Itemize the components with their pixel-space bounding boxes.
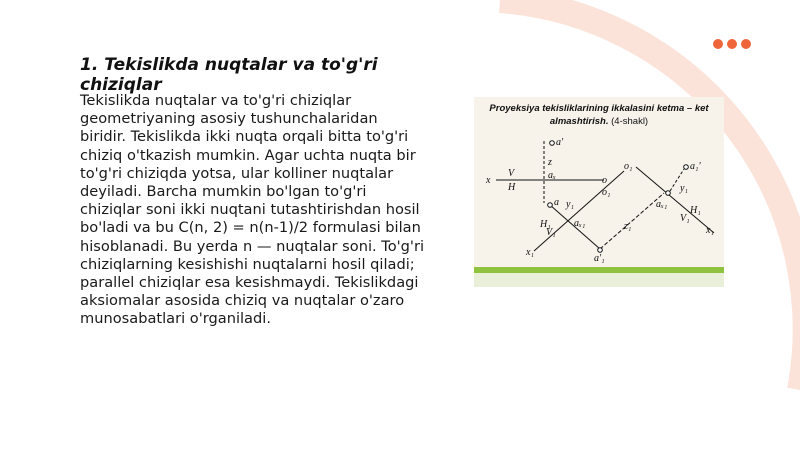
dot-icon — [713, 39, 723, 49]
label-x1: x₁ — [526, 247, 534, 258]
dot-icon — [741, 39, 751, 49]
figure-band-light — [474, 273, 724, 287]
slide-title: 1. Tekislikda nuqtalar va to'g'ri chiziqlar — [80, 55, 378, 95]
label-V1b: V₁ — [680, 213, 690, 224]
label-o1: o₁ — [602, 187, 611, 198]
label-V1: V₁ — [546, 227, 556, 238]
label-x1b: x₁ — [706, 225, 714, 236]
label-a-x1b: aₓ₁ — [656, 199, 668, 210]
slide-body: Tekislikda nuqtalar va to'g'ri chiziqlar geometriyaning asosiy tushunchalaridan biridir. Tekislikda ikki nuqta orqali bitta to'g'ri chiziq o'tkazish mumkin. Agar uchta nuqta bir to'g'ri chiziqda yotsa, ular kolliner nuqtalar deyiladi. Barcha mumkin bo'lgan to'g'ri chiziqlar soni ikki nuqtani tutashtirishdan hosil bo'ladi va bu C(n, 2) = n(n-1)/2 formulasi bilan hisoblanadi. Bu yerda n — nuqtalar soni. To'g'ri chiziqlarning kesishishi nuqtalarni hosil qiladi; parallel chiziqlar esa kesishmaydi. Tekislikdagi aksiomalar asosida chiziq va nuqtalar o'zaro munosabatlari o'rganiladi. — [80, 92, 424, 328]
label-H: H — [508, 182, 516, 193]
figure-caption-title: Proyeksiya tekisliklarining ikkalasini ketma – ket almashtirish. — [489, 103, 709, 127]
label-a-prime: a' — [556, 137, 564, 148]
label-a-x1: aₓ₁ — [574, 218, 586, 229]
label-a1-prime: a'₁ — [594, 253, 605, 264]
label-z: z — [548, 157, 552, 168]
projection-diagram — [474, 133, 724, 267]
label-a-x: aₓ — [548, 170, 556, 181]
label-o: o — [602, 175, 607, 186]
projection-figure — [474, 97, 724, 287]
label-y1: y₁ — [566, 199, 574, 210]
decorative-dots — [713, 39, 751, 49]
label-H1b: H₁ — [690, 205, 701, 216]
figure-caption-ref: (4-shakl) — [608, 116, 649, 127]
label-V: V — [508, 168, 515, 179]
label-H1: H₁ — [540, 219, 551, 230]
label-a1p: a₁' — [690, 161, 701, 172]
label-x: x — [486, 175, 491, 186]
label-y1b: y₁ — [680, 183, 688, 194]
label-o1b: o₁ — [624, 161, 633, 172]
figure-caption — [474, 102, 724, 128]
label-a: a — [554, 197, 559, 208]
dot-icon — [727, 39, 737, 49]
label-z1: z₁ — [624, 221, 632, 232]
